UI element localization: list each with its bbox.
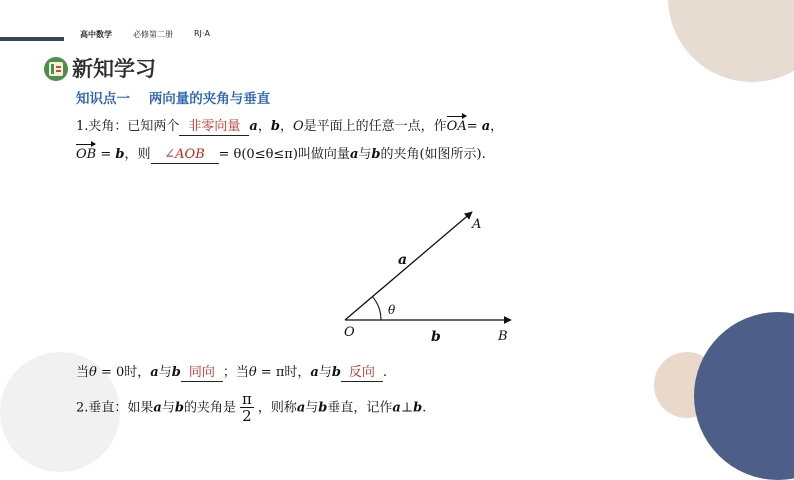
- vector-a-text: a: [392, 400, 401, 416]
- conjunction: 与: [358, 147, 372, 162]
- label-origin-o: O: [344, 325, 355, 340]
- vector-a-text: a: [481, 119, 491, 134]
- angle-arc: [373, 297, 382, 320]
- vector-a-text: a: [310, 365, 319, 380]
- fraction-pi-over-2: [240, 392, 254, 424]
- header-book: 必修第二册: [133, 30, 173, 39]
- knowledge-point-label: 知识点一: [76, 91, 130, 107]
- perpendicular-symbol: ⊥: [400, 400, 414, 416]
- blank-nonzero-vectors: 非零向量: [179, 119, 249, 136]
- direction-cases: [76, 364, 387, 382]
- vector-b-text: b: [171, 365, 181, 380]
- vector-b-text: b: [371, 147, 381, 162]
- separator: ，: [279, 119, 293, 134]
- vector-b-text: b: [270, 119, 280, 134]
- label-point-a: A: [472, 217, 482, 232]
- vector-b-text: b: [331, 365, 341, 380]
- blank-same-direction: 同向: [181, 365, 223, 382]
- vector-a-text: a: [349, 147, 359, 162]
- vector-a-text: a: [296, 400, 306, 416]
- case-end: .: [382, 365, 388, 380]
- vector-a-text: a: [150, 365, 159, 380]
- vector-oa: OA: [446, 119, 467, 134]
- equals-sign: =: [466, 119, 482, 134]
- perpendicular-definition: [76, 392, 426, 424]
- vector-b-text: b: [318, 400, 328, 416]
- perp-end: .: [422, 400, 427, 416]
- knowledge-point-title: 两向量的夹角与垂直: [148, 91, 271, 107]
- definition-middle: 是平面上的任意一点，作: [303, 119, 447, 134]
- perp-verb: 垂直，记作: [327, 400, 393, 416]
- definition-end: 的夹角(如图所示).: [380, 147, 486, 162]
- theta-text: θ: [89, 365, 97, 380]
- blank-angle-aob: ∠AOB: [151, 147, 219, 164]
- vector-b-text: b: [115, 147, 125, 162]
- definition-condition: = θ(0≤θ≤π)叫做向量: [218, 147, 350, 162]
- fraction-denominator: 2: [242, 407, 252, 425]
- separator: ，: [257, 119, 271, 134]
- label-theta: θ: [388, 303, 396, 317]
- header-edition: RJ·A: [194, 29, 210, 38]
- definition-then: ，则: [124, 147, 151, 162]
- case-text: = π时，: [256, 365, 311, 380]
- vector-a-text: a: [249, 119, 258, 134]
- section-title: 新知学习: [72, 57, 156, 81]
- label-vector-b: b: [431, 329, 441, 345]
- equals-sign: =: [96, 147, 116, 162]
- conjunction: 与: [318, 365, 332, 380]
- conjunction: 与: [305, 400, 319, 416]
- vector-b-text: b: [413, 400, 423, 416]
- definition-prefix: 1.夹角：已知两个: [76, 119, 180, 134]
- label-vector-a: a: [398, 252, 408, 268]
- label-point-b: B: [498, 329, 508, 344]
- vector-b-text: b: [174, 400, 184, 416]
- case-text: ；当: [222, 365, 249, 380]
- case-text: 当: [76, 365, 90, 380]
- vector-ob: OB: [76, 147, 97, 162]
- blank-opposite-direction: 反向: [341, 365, 383, 382]
- separator: ，: [490, 119, 504, 134]
- perp-prefix: 2.垂直：如果: [76, 400, 154, 416]
- conjunction: 与: [161, 400, 175, 416]
- point-o-text: O: [292, 119, 304, 134]
- perp-middle: 的夹角是: [183, 400, 236, 416]
- theta-text: θ: [248, 365, 257, 380]
- perp-after: ，则称: [257, 400, 297, 416]
- vector-a-text: a: [153, 400, 162, 416]
- case-text: = 0时，: [96, 365, 151, 380]
- conjunction: 与: [158, 365, 172, 380]
- header-subject: 高中数学: [80, 30, 112, 39]
- vector-oa-arrow: [345, 212, 472, 320]
- fraction-numerator: π: [241, 390, 252, 408]
